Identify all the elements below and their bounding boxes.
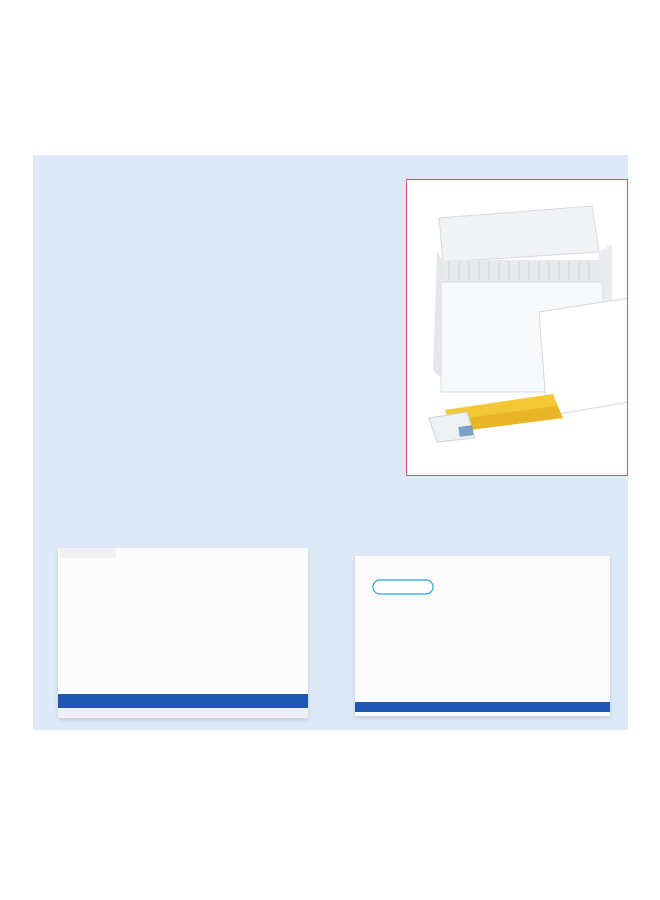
back-box-image <box>355 556 610 716</box>
front-box-image <box>58 548 308 718</box>
back-box-illustration <box>355 556 610 716</box>
front-box-illustration <box>58 548 308 718</box>
explain-badge <box>373 580 433 594</box>
product-photo-illustration <box>407 180 627 475</box>
product-photo <box>406 179 628 476</box>
